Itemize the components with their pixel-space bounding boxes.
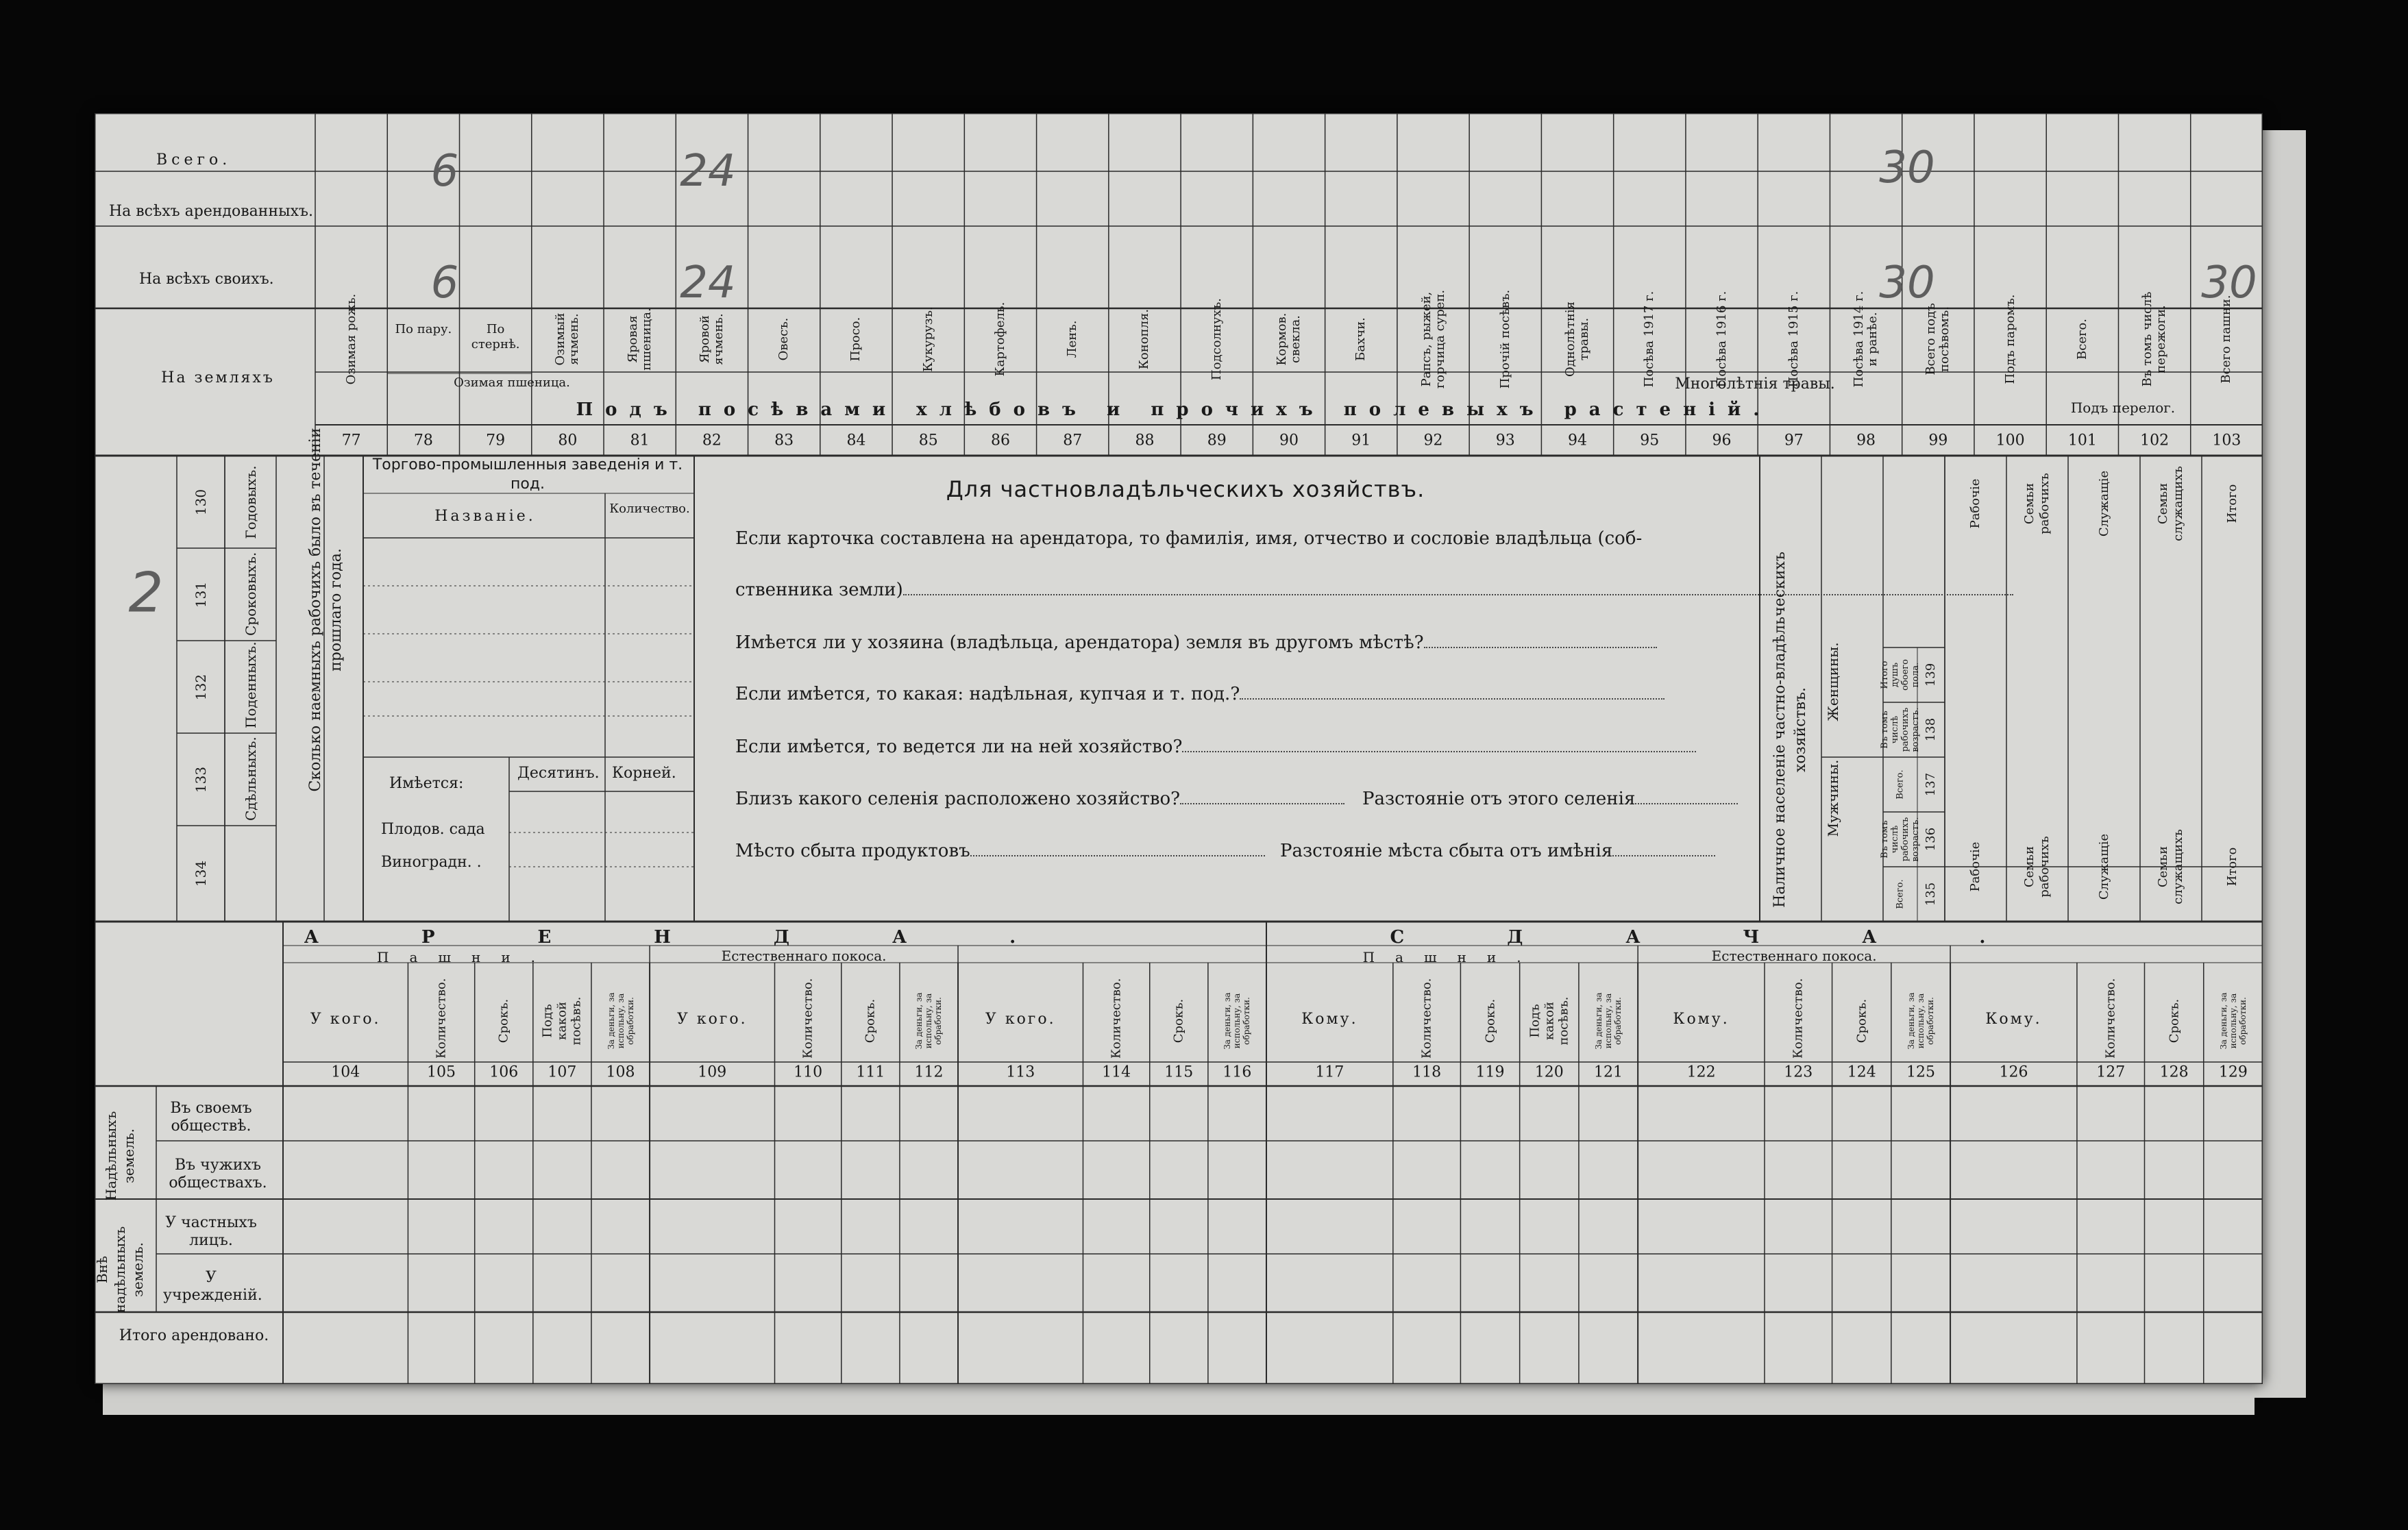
crop-label-91: Бахчи. (1353, 317, 1368, 361)
sdacha-num-127: 127 (2096, 1063, 2126, 1081)
row-group-non-allotment: Внѣ надѣльныхъ земель. (94, 1226, 146, 1313)
pop-right-bottom-3: Семьи служащихъ (2156, 829, 2185, 904)
private-line-7b: Разстояніе мѣста сбыта отъ имѣнія (1280, 842, 1715, 860)
crop-label-81: Яровая пшеница. (625, 308, 654, 371)
sdacha-num-117: 117 (1315, 1063, 1344, 1081)
arenda-head-3: Подъ какой посѣвъ. (540, 996, 584, 1046)
crop-label-93: Прочій посѣвъ. (1497, 289, 1512, 389)
arenda-head-0: У кого. (310, 1011, 381, 1028)
crop-label-84: Просо. (848, 317, 863, 362)
group-winter-wheat: Озимая пшеница. (454, 375, 570, 390)
crop-label-78: По пару. (395, 322, 452, 336)
women-label: Женщины. (1825, 642, 1841, 721)
crop-label-98: Посѣва 1914 г. и ранѣе. (1852, 291, 1880, 388)
worker-col-num-131: 131 (193, 581, 209, 608)
sdacha-num-120: 120 (1534, 1063, 1564, 1081)
pop-num-138: 138 (1924, 717, 1938, 742)
worker-col-label-130: Годовыхъ. (243, 465, 259, 539)
pop-right-top-4: Итого (2224, 484, 2239, 523)
trade-name-header: Названіе. (434, 508, 536, 525)
korney-header: Корней. (612, 765, 676, 782)
crop-label-86: Картофель. (992, 301, 1007, 377)
crop-num-92: 92 (1423, 432, 1443, 449)
arenda-head-9: У кого. (985, 1011, 1056, 1028)
row-label-leased: На всѣхъ арендованныхъ. (108, 203, 314, 220)
crop-label-79: По стернѣ. (471, 322, 520, 351)
crop-num-82: 82 (702, 432, 722, 449)
private-line-5: Если имѣется, то ведется ли на ней хозяйство? (735, 738, 1696, 756)
arenda-group-pashni: Пашни. (377, 949, 556, 965)
sdacha-head-7: Срокъ. (1854, 998, 1869, 1044)
sdacha-group-pashni: Пашни. (1362, 949, 1542, 965)
worker-col-label-133: Сдѣльныхъ. (243, 736, 259, 821)
arenda-num-105: 105 (427, 1063, 456, 1081)
arenda-head-10: Количество. (1109, 978, 1124, 1059)
crop-label-96: Посѣва 1916 г. (1714, 291, 1729, 388)
sdacha-head-1: Количество. (1419, 978, 1434, 1059)
crop-label-90: Кормов. свекла. (1275, 312, 1303, 366)
crop-num-97: 97 (1784, 432, 1804, 449)
crop-label-83: Овесъ. (776, 317, 791, 361)
pop-label-136: Въ томъ числѣ рабочихъ возрастъ. (1880, 817, 1921, 862)
arenda-group-pokos: Естественнаго покоса. (721, 948, 887, 964)
crop-num-94: 94 (1568, 432, 1588, 449)
arenda-head-5: У кого. (676, 1011, 748, 1028)
sdacha-head-12: За деньги, за испольну, за обработки. (2218, 992, 2248, 1050)
sdacha-head-9: Кому. (1985, 1011, 2042, 1028)
handwritten-r1-82: 24 (680, 146, 736, 197)
crop-label-87: Ленъ. (1065, 320, 1080, 358)
arenda-num-107: 107 (548, 1063, 577, 1081)
worker-col-num-133: 133 (193, 766, 209, 793)
worker-col-label-131: Сроковыхъ. (243, 552, 259, 636)
arenda-num-111: 111 (856, 1063, 885, 1081)
crop-label-95: Посѣва 1917 г. (1642, 291, 1657, 388)
crop-num-103: 103 (2212, 432, 2241, 449)
pop-right-top-3: Семьи служащихъ (2156, 466, 2185, 541)
handwritten-130: 2 (128, 560, 164, 625)
crop-label-89: Подсолнухъ. (1209, 298, 1224, 380)
crop-label-102: Въ томъ числѣ пережоги. (2140, 291, 2169, 387)
group-fallow: Подъ перелог. (2070, 399, 2176, 416)
orchard-label: Плодов. сада (381, 821, 485, 838)
crop-label-80: Озимый ячмень. (553, 312, 582, 366)
row-label-total: Всего. (156, 151, 232, 169)
sdacha-num-128: 128 (2159, 1063, 2189, 1081)
arenda-num-110: 110 (794, 1063, 823, 1081)
pop-label-135: Всего. (1895, 879, 1906, 909)
arenda-num-106: 106 (489, 1063, 519, 1081)
pop-right-bottom-0: Рабочіе (1968, 841, 1982, 892)
arenda-head-7: Срокъ. (863, 998, 878, 1044)
crop-label-101: Всего. (2074, 319, 2089, 360)
sdacha-num-129: 129 (2218, 1063, 2248, 1081)
crop-label-103: Всего пашни. (2219, 295, 2234, 384)
crop-num-81: 81 (630, 432, 650, 449)
crop-num-83: 83 (774, 432, 794, 449)
crop-num-96: 96 (1712, 432, 1732, 449)
crop-num-90: 90 (1279, 432, 1299, 449)
crop-label-97: Посѣва 1915 г. (1786, 291, 1801, 388)
crop-label-100: Подъ паромъ. (2002, 294, 2017, 384)
crop-num-85: 85 (918, 432, 938, 449)
row-institutions: У учрежденій. (163, 1269, 262, 1304)
worker-col-num-134: 134 (193, 860, 209, 887)
sdacha-num-122: 122 (1686, 1063, 1716, 1081)
has-label: Имѣется: (389, 775, 464, 792)
pop-num-139: 139 (1924, 663, 1938, 687)
arenda-num-114: 114 (1102, 1063, 1131, 1081)
sdacha-head-5: Кому. (1673, 1011, 1730, 1028)
worker-col-num-130: 130 (193, 489, 209, 515)
sdacha-head-11: Срокъ. (2167, 998, 2182, 1044)
crop-num-93: 93 (1495, 432, 1515, 449)
private-line-6: Близъ какого селенія расположено хозяйство? (735, 790, 1344, 808)
sdacha-group-pokos: Естественнаго покоса. (1711, 948, 1877, 964)
crop-num-77: 77 (341, 432, 361, 449)
arenda-num-113: 113 (1006, 1063, 1035, 1081)
private-line-6b: Разстояніе отъ этого селенія (1362, 790, 1738, 808)
crop-num-86: 86 (990, 432, 1010, 449)
crop-num-89: 89 (1207, 432, 1227, 449)
sdacha-num-126: 126 (1999, 1063, 2028, 1081)
crop-label-77: Озимая рожь. (343, 293, 358, 385)
crop-num-95: 95 (1640, 432, 1660, 449)
arenda-head-12: За деньги, за испольну, за обработки. (1223, 992, 1252, 1050)
arenda-head-6: Количество. (800, 978, 815, 1059)
row-private-persons: У частныхъ лицъ. (165, 1214, 257, 1249)
population-vertical-title: Наличное населеніе частно-владѣльческихъ хозяйствъ. (1771, 552, 1809, 908)
sdacha-head-6: Количество. (1791, 978, 1806, 1059)
crop-label-85: Кукурузъ. (920, 306, 935, 372)
crop-label-99: Всего подъ посѣвомъ. (1924, 303, 1952, 375)
crop-num-88: 88 (1135, 432, 1155, 449)
pop-right-bottom-2: Служащіе (2096, 833, 2111, 900)
sdacha-num-123: 123 (1784, 1063, 1813, 1081)
row-own-society: Въ своемъ обществѣ. (170, 1100, 252, 1135)
row-other-societies: Въ чужихъ обществахъ. (169, 1157, 267, 1192)
arenda-num-112: 112 (914, 1063, 944, 1081)
sdacha-head-3: Подъ какой посѣвъ. (1527, 996, 1571, 1046)
private-line-4: Если имѣется, то какая: надѣльная, купчая и т. под.? (735, 685, 1664, 703)
sdacha-num-124: 124 (1847, 1063, 1876, 1081)
crop-num-99: 99 (1928, 432, 1948, 449)
crop-num-100: 100 (1995, 432, 2025, 449)
handwritten-r3-99: 30 (1879, 258, 1935, 308)
crop-label-82: Яровой ячмень. (697, 313, 726, 365)
sdacha-head-10: Количество. (2103, 978, 2118, 1059)
sdacha-num-121: 121 (1594, 1063, 1623, 1081)
crop-num-98: 98 (1856, 432, 1876, 449)
pop-right-top-2: Служащіе (2096, 470, 2111, 537)
arenda-num-109: 109 (698, 1063, 727, 1081)
crop-num-84: 84 (846, 432, 866, 449)
arenda-num-116: 116 (1223, 1063, 1252, 1081)
arenda-head-2: Срокъ. (496, 998, 511, 1044)
crop-label-92: Рапсъ, рыжей, горчица суреп. (1418, 289, 1447, 389)
crop-num-80: 80 (558, 432, 578, 449)
crop-num-91: 91 (1351, 432, 1371, 449)
sdacha-num-125: 125 (1906, 1063, 1935, 1081)
row-total-leased: Итого арендовано. (119, 1327, 269, 1344)
sdacha-title: СДАЧА. (1390, 927, 2089, 948)
pop-label-139: Итого душъ обоего пола. (1880, 659, 1921, 691)
arenda-num-104: 104 (331, 1063, 360, 1081)
private-line-1: Если карточка составлена на арендатора, то фамилія, имя, отчество и сословіе владѣльца (соб- (735, 528, 1643, 549)
pop-num-135: 135 (1924, 882, 1938, 906)
crop-num-101: 101 (2067, 432, 2097, 449)
row-label-own: На всѣхъ своихъ. (139, 271, 274, 288)
sdacha-num-118: 118 (1412, 1063, 1442, 1081)
pop-num-136: 136 (1924, 827, 1938, 852)
sdacha-head-4: За деньги, за испольну, за обработки. (1594, 992, 1623, 1050)
pop-num-137: 137 (1924, 772, 1938, 797)
crop-label-94: Однолѣтнія травы. (1563, 301, 1592, 378)
handwritten-r1-99: 30 (1879, 143, 1935, 193)
spaced-title-crops: Подъ посѣвами хлѣбовъ и прочихъ полевыхъ растеній. (576, 399, 1772, 420)
sdacha-num-119: 119 (1475, 1063, 1505, 1081)
arenda-head-8: За деньги, за испольну, за обработки. (914, 992, 944, 1050)
arenda-title: АРЕНДА. (304, 927, 1119, 948)
trade-qty-header: Количество. (609, 502, 690, 516)
desyatin-header: Десятинъ. (517, 765, 600, 782)
arenda-head-1: Количество. (434, 978, 449, 1059)
arenda-head-11: Срокъ. (1171, 998, 1186, 1044)
sdacha-head-0: Кому. (1301, 1011, 1358, 1028)
pop-label-138: Въ томъ числѣ рабочихъ возрастъ. (1880, 707, 1921, 752)
workers-vertical-title: Сколько наемныхъ рабочихъ было въ теченіи прошлаго года. (307, 428, 345, 792)
crop-label-88: Конопля. (1137, 308, 1152, 370)
private-title: Для частновладѣльческихъ хозяйствъ. (946, 476, 1425, 502)
census-form-sheet (95, 113, 2263, 1384)
pop-label-137: Всего. (1895, 769, 1906, 800)
crop-num-87: 87 (1063, 432, 1083, 449)
trade-title: Торгово-промышленныя заведенія и т. под. (372, 456, 683, 493)
crop-num-78: 78 (413, 432, 433, 449)
sdacha-head-8: За деньги, за испольну, за обработки. (1906, 992, 1935, 1050)
row-group-allotment: Надѣльныхъ земель. (103, 1111, 137, 1201)
private-line-7: Мѣсто сбыта продуктовъ (735, 842, 1265, 860)
worker-col-label-132: Поденныхъ. (243, 641, 259, 728)
vineyard-label: Виноградн. . (381, 854, 482, 871)
crop-header-left-label: На земляхъ (161, 369, 275, 386)
arenda-head-4: За деньги, за испольну, за обработки. (606, 992, 635, 1050)
pop-right-top-1: Семьи рабочихъ (2022, 473, 2052, 534)
men-label: Мужчины. (1825, 759, 1841, 837)
handwritten-r3-78: 6 (430, 258, 459, 308)
handwritten-r3-82: 24 (680, 258, 736, 308)
handwritten-r1-78: 6 (430, 146, 459, 197)
sdacha-head-2: Срокъ. (1483, 998, 1498, 1044)
group-perennial-grasses: Многолѣтнія травы. (1675, 375, 1835, 393)
arenda-num-115: 115 (1164, 1063, 1194, 1081)
arenda-num-108: 108 (606, 1063, 635, 1081)
handwritten-r3-103: 30 (2201, 258, 2257, 308)
pop-right-top-0: Рабочіе (1968, 478, 1982, 529)
pop-right-bottom-4: Итого (2224, 847, 2239, 887)
worker-col-num-132: 132 (193, 674, 209, 700)
crop-num-102: 102 (2140, 432, 2170, 449)
private-line-3: Имѣется ли у хозяина (владѣльца, арендатора) земля въ другомъ мѣстѣ? (735, 634, 1657, 652)
private-line-2: ственника земли) (735, 581, 2013, 599)
crop-num-79: 79 (486, 432, 506, 449)
pop-right-bottom-1: Семьи рабочихъ (2022, 836, 2052, 898)
